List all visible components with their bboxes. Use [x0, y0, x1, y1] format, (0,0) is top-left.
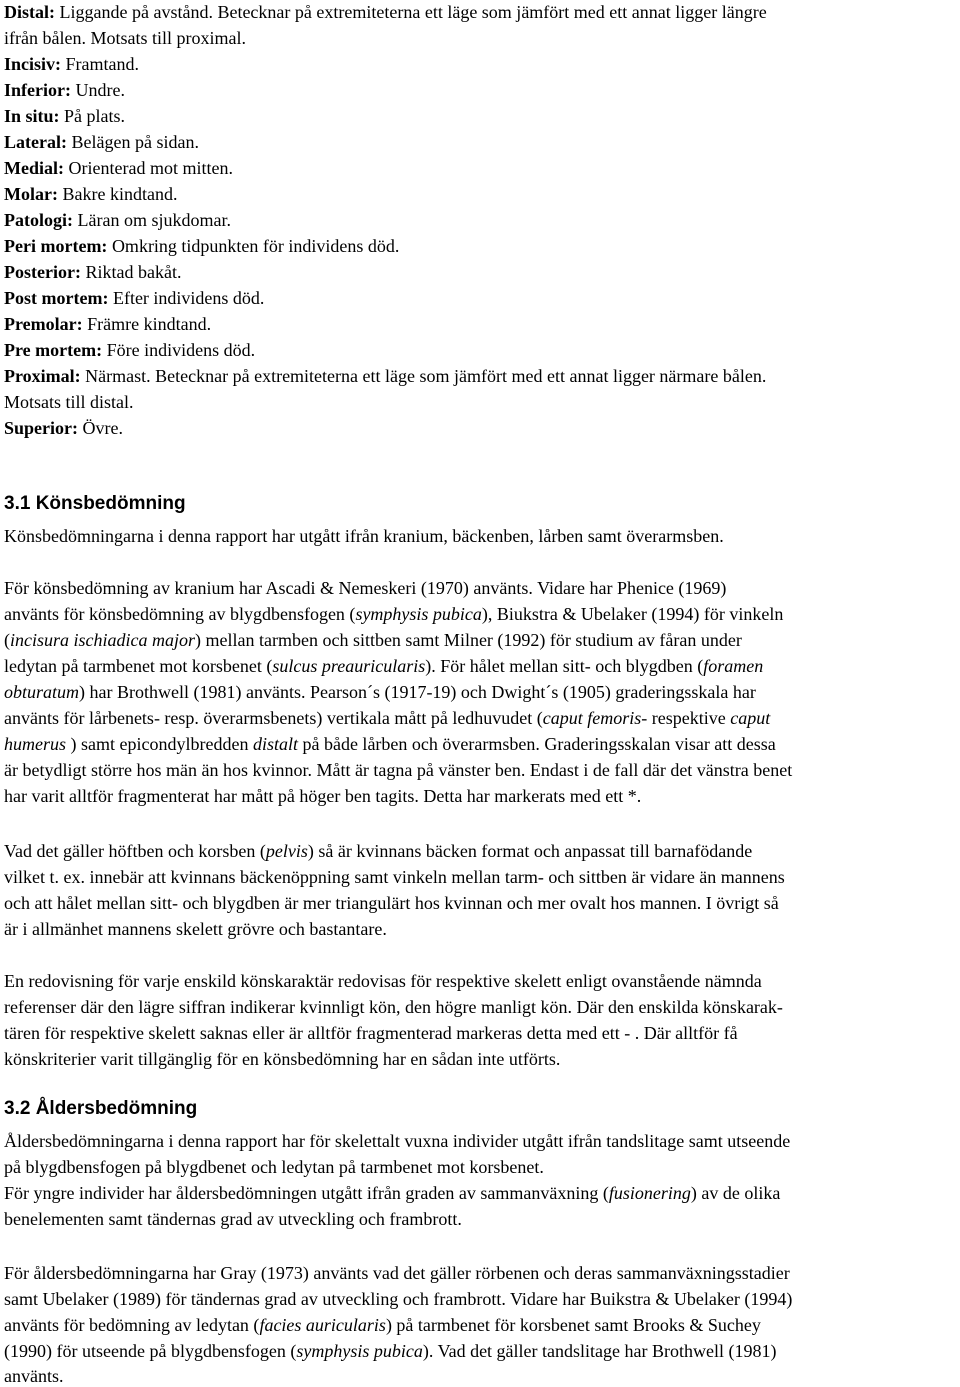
glossary-definition: Undre. [70, 80, 125, 100]
latin-term: symphysis pubica [296, 1341, 423, 1361]
glossary-definition: Främre kindtand. [82, 314, 212, 334]
paragraph-line [4, 840, 752, 862]
text-run: ) har Brothwell (1981) använts. Pearson´s (1917-19) och Dwight´s (1905) graderingsskala har [79, 682, 756, 702]
latin-term: distalt [252, 734, 298, 754]
glossary-term: Inferior: [4, 80, 71, 100]
glossary-definition: Läran om sjukdomar. [73, 210, 231, 230]
text-run: ) så är kvinnans bäcken format och anpassat till barnafödande [307, 841, 753, 861]
glossary-term: Medial: [4, 158, 64, 178]
paragraph-line [4, 1340, 776, 1362]
glossary-term: Incisiv: [4, 54, 62, 74]
text-run: använts för lårbenets- resp. överarmsbenets) vertikala mått på ledhuvudet ( [4, 708, 543, 728]
glossary-term: Peri mortem: [4, 236, 108, 256]
glossary-entry-lateral [4, 131, 199, 153]
paragraph-line: vilket t. ex. innebär att kvinnans bäckenöppning samt vinkeln mellan tarm- och sittben är vidare än mannens [4, 867, 785, 887]
latin-term: caput [730, 708, 771, 728]
glossary-entry-premolar [4, 313, 211, 335]
paragraph-line: Åldersbedömningarna i denna rapport har för skelettalt vuxna individer utgått ifrån tandslitage samt utseende [4, 1131, 791, 1151]
glossary-definition: Närmast. Betecknar på extremiteterna ett läge som jämfört med ett annat ligger närmare bålen. [80, 366, 767, 386]
glossary-term: Distal: [4, 2, 55, 22]
glossary-entry-pre-mortem [4, 339, 255, 361]
latin-term: symphysis pubica [355, 604, 482, 624]
glossary-term: Posterior: [4, 262, 81, 282]
paragraph-line: referenser där den lägre siffran indikerar kvinnligt kön, den högre manligt kön. Där den enskilda könskarak- [4, 997, 783, 1017]
paragraph-line [4, 733, 776, 755]
latin-term: obturatum [4, 682, 80, 702]
paragraph-line: har varit alltför fragmenterat har mått på höger ben tagits. Detta har markerats med ett *. [4, 786, 642, 806]
paragraph-line: benelementen samt tändernas grad av utveckling och frambrott. [4, 1209, 462, 1229]
text-run: ) av de olika [690, 1183, 781, 1203]
glossary-definition: Omkring tidpunkten för individens död. [107, 236, 400, 256]
glossary-term: Superior: [4, 418, 78, 438]
glossary-entry-inferior [4, 79, 125, 101]
glossary-term: Patologi: [4, 210, 73, 230]
glossary-entry-molar [4, 183, 177, 205]
glossary-entry-patologi [4, 209, 231, 231]
paragraph-line: på blygdbensfogen på blygdbenet och ledytan på tarmbenet mot korsbenet. [4, 1157, 544, 1177]
text-run: ). Vad det gäller tandslitage har Brothwell (1981) [422, 1341, 777, 1361]
text-run: ). För hålet mellan sitt- och blygdben ( [425, 656, 704, 676]
text-run: använts för bedömning av ledytan ( [4, 1315, 260, 1335]
glossary-entry-peri-mortem [4, 235, 399, 257]
glossary-entry-in-situ [4, 105, 125, 127]
text-run: (1990) för utseende på blygdbensfogen ( [4, 1341, 297, 1361]
glossary-entry-posterior [4, 261, 181, 283]
latin-term: foramen [703, 656, 764, 676]
glossary-definition-continued: Motsats till distal. [4, 392, 134, 412]
glossary-term: Proximal: [4, 366, 81, 386]
paragraph-line [4, 1314, 761, 1336]
glossary-entry-medial [4, 157, 233, 179]
glossary-term: Pre mortem: [4, 340, 103, 360]
text-run: Vad det gäller höftben och korsben ( [4, 841, 266, 861]
glossary-definition: Före individens död. [102, 340, 256, 360]
glossary-entry-distal [4, 1, 767, 23]
paragraph-line: samt Ubelaker (1989) för tändernas grad av utveckling och frambrott. Vidare har Buikstra & Ubelaker (1994) [4, 1289, 793, 1309]
text-run: använts för könsbedömning av blygdbensfogen ( [4, 604, 356, 624]
glossary-entry-post-mortem [4, 287, 264, 309]
paragraph-line: är betydligt större hos män än hos kvinnor. Mått är tagna på vänster ben. Endast i de fall där det vänstra benet [4, 760, 793, 780]
paragraph-line [4, 655, 763, 677]
glossary-definition: Framtand. [61, 54, 140, 74]
paragraph-line: För åldersbedömningarna har Gray (1973) använts vad det gäller rörbenen och deras sammanväxningsstadier [4, 1263, 790, 1283]
text-run: ) på tarmbenet för korsbenet samt Brooks & Suchey [385, 1315, 761, 1335]
glossary-definition: På plats. [59, 106, 126, 126]
glossary-definition: Övre. [78, 418, 123, 438]
glossary-definition: Orienterad mot mitten. [64, 158, 233, 178]
latin-term: caput femoris [542, 708, 642, 728]
glossary-term: In situ: [4, 106, 60, 126]
glossary-definition: Belägen på sidan. [66, 132, 199, 152]
paragraph-line [4, 603, 783, 625]
glossary-definition: Efter individens död. [108, 288, 265, 308]
latin-term: facies auricularis [259, 1315, 386, 1335]
latin-term: pelvis [265, 841, 308, 861]
glossary-term: Post mortem: [4, 288, 109, 308]
glossary-term: Lateral: [4, 132, 67, 152]
paragraph-line: För könsbedömning av kranium har Ascadi & Nemeskeri (1970) använts. Vidare har Phenice (1969) [4, 578, 727, 598]
paragraph-line: Könsbedömningarna i denna rapport har utgått ifrån kranium, bäckenben, lårben samt överarmsben. [4, 526, 724, 546]
text-run: För yngre individer har åldersbedömningen utgått ifrån graden av sammanväxning ( [4, 1183, 609, 1203]
paragraph-line: könskriterier varit tillgänglig för en könsbedömning har en sådan inte utförts. [4, 1049, 561, 1069]
glossary-entry-superior [4, 417, 123, 439]
section-heading-aldersbedomning: 3.2 Åldersbedömning [4, 1098, 198, 1119]
paragraph-line: är i allmänhet mannens skelett grövre och bastantare. [4, 919, 387, 939]
paragraph-line [4, 707, 770, 729]
paragraph-line [4, 1182, 780, 1204]
glossary-term: Molar: [4, 184, 58, 204]
paragraph-line: och att hålet mellan sitt- och blygdben är mer triangulärt hos kvinnan och mer ovalt hos mannen. I övrigt så [4, 893, 779, 913]
glossary-entry-proximal [4, 365, 766, 387]
section-heading-konsbedomning: 3.1 Könsbedömning [4, 493, 186, 514]
glossary-entry-incisiv [4, 53, 139, 75]
glossary-definition: Bakre kindtand. [57, 184, 178, 204]
text-run: ), Biukstra & Ubelaker (1994) för vinkeln [481, 604, 784, 624]
latin-term: incisura ischiadica major [10, 630, 195, 650]
latin-term: fusionering [608, 1183, 691, 1203]
paragraph-line: En redovisning för varje enskild könskaraktär redovisas för respektive skelett enligt ovanstående nämnda [4, 971, 762, 991]
text-run: ) mellan tarmben och sittben samt Milner (1992) för studium av fåran under [195, 630, 742, 650]
text-run: - respektive [641, 708, 731, 728]
glossary-definition: Riktad bakåt. [80, 262, 182, 282]
paragraph-line: använts. [4, 1366, 64, 1386]
text-run: ( [4, 630, 10, 650]
text-run: ledytan på tarmbenet mot korsbenet ( [4, 656, 273, 676]
glossary-term: Premolar: [4, 314, 83, 334]
text-run: på både lårben och överarmsben. Graderingsskalan visar att dessa [297, 734, 776, 754]
glossary-definition-continued: ifrån bålen. Motsats till proximal. [4, 28, 246, 48]
latin-term: humerus [4, 734, 66, 754]
latin-term: sulcus preauricularis [272, 656, 426, 676]
paragraph-line [4, 681, 756, 703]
glossary-definition: Liggande på avstånd. Betecknar på extremiteterna ett läge som jämfört med ett annat ligger längre [55, 2, 767, 22]
text-run: ) samt epicondylbredden [66, 734, 253, 754]
paragraph-line [4, 629, 742, 651]
paragraph-line: tären för respektive skelett saknas eller är alltför fragmenterad markeras detta med ett - . Där alltför få [4, 1023, 738, 1043]
